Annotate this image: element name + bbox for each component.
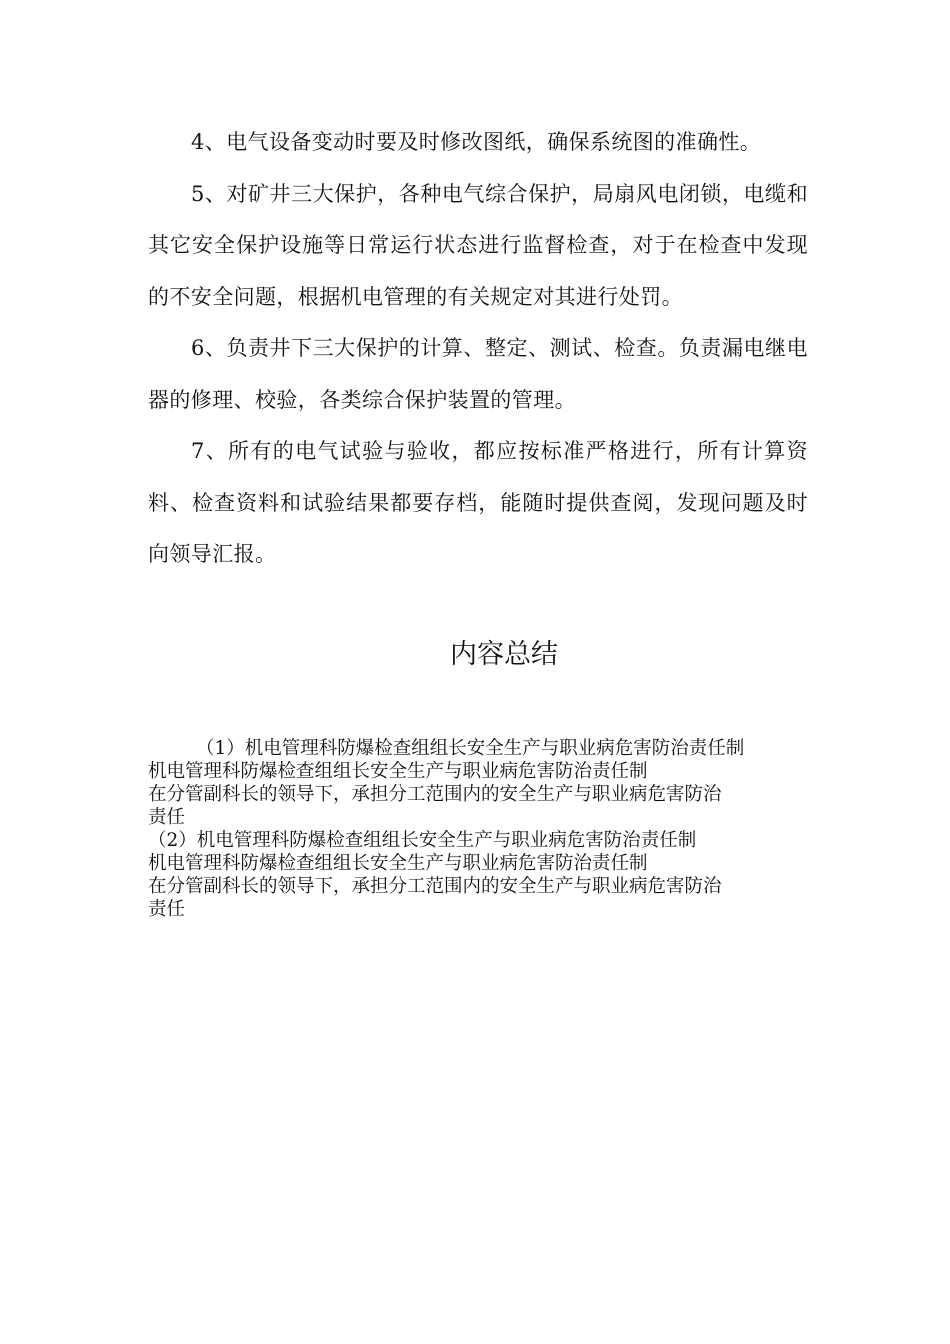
- paragraph-item-5: 5、对矿井三大保护，各种电气综合保护，局扇风电闭锁，电缆和其它安全保护设施等日常运行状态进行监督检查，对于在检查中发现的不安全问题，根据机电管理的有关规定对其进行处罚。: [148, 181, 808, 309]
- summary-section: [148, 737, 808, 921]
- summary-line: 机电管理科防爆检查组组长安全生产与职业病危害防治责任制: [148, 853, 648, 874]
- paragraph-item-7: 7、所有的电气试验与验收，都应按标准严格进行，所有计算资料、检查资料和试验结果都要存档，能随时提供查阅，发现问题及时向领导汇报。: [148, 439, 808, 566]
- summary-line: 在分管副科长的领导下，承担分工范围内的安全生产与职业病危害防治: [148, 876, 722, 897]
- paragraph-item-6: 6、负责井下三大保护的计算、整定、测试、检查。负责漏电继电器的修理、校验，各类综合保护装置的管理。: [148, 336, 808, 412]
- summary-line: 在分管副科长的领导下，承担分工范围内的安全生产与职业病危害防治: [148, 784, 722, 805]
- summary-line: （2）机电管理科防爆检查组组长安全生产与职业病危害防治责任制: [148, 830, 697, 851]
- summary-title: 内容总结: [450, 639, 558, 670]
- paragraph-item-4: 4、电气设备变动时要及时修改图纸，确保系统图的准确性。: [191, 130, 762, 154]
- summary-line: 责任: [148, 899, 186, 920]
- summary-line: （1）机电管理科防爆检查组组长安全生产与职业病危害防治责任制: [196, 738, 745, 759]
- body-text: [148, 117, 808, 581]
- summary-line: 机电管理科防爆检查组组长安全生产与职业病危害防治责任制: [148, 761, 648, 782]
- summary-line: 责任: [148, 807, 186, 828]
